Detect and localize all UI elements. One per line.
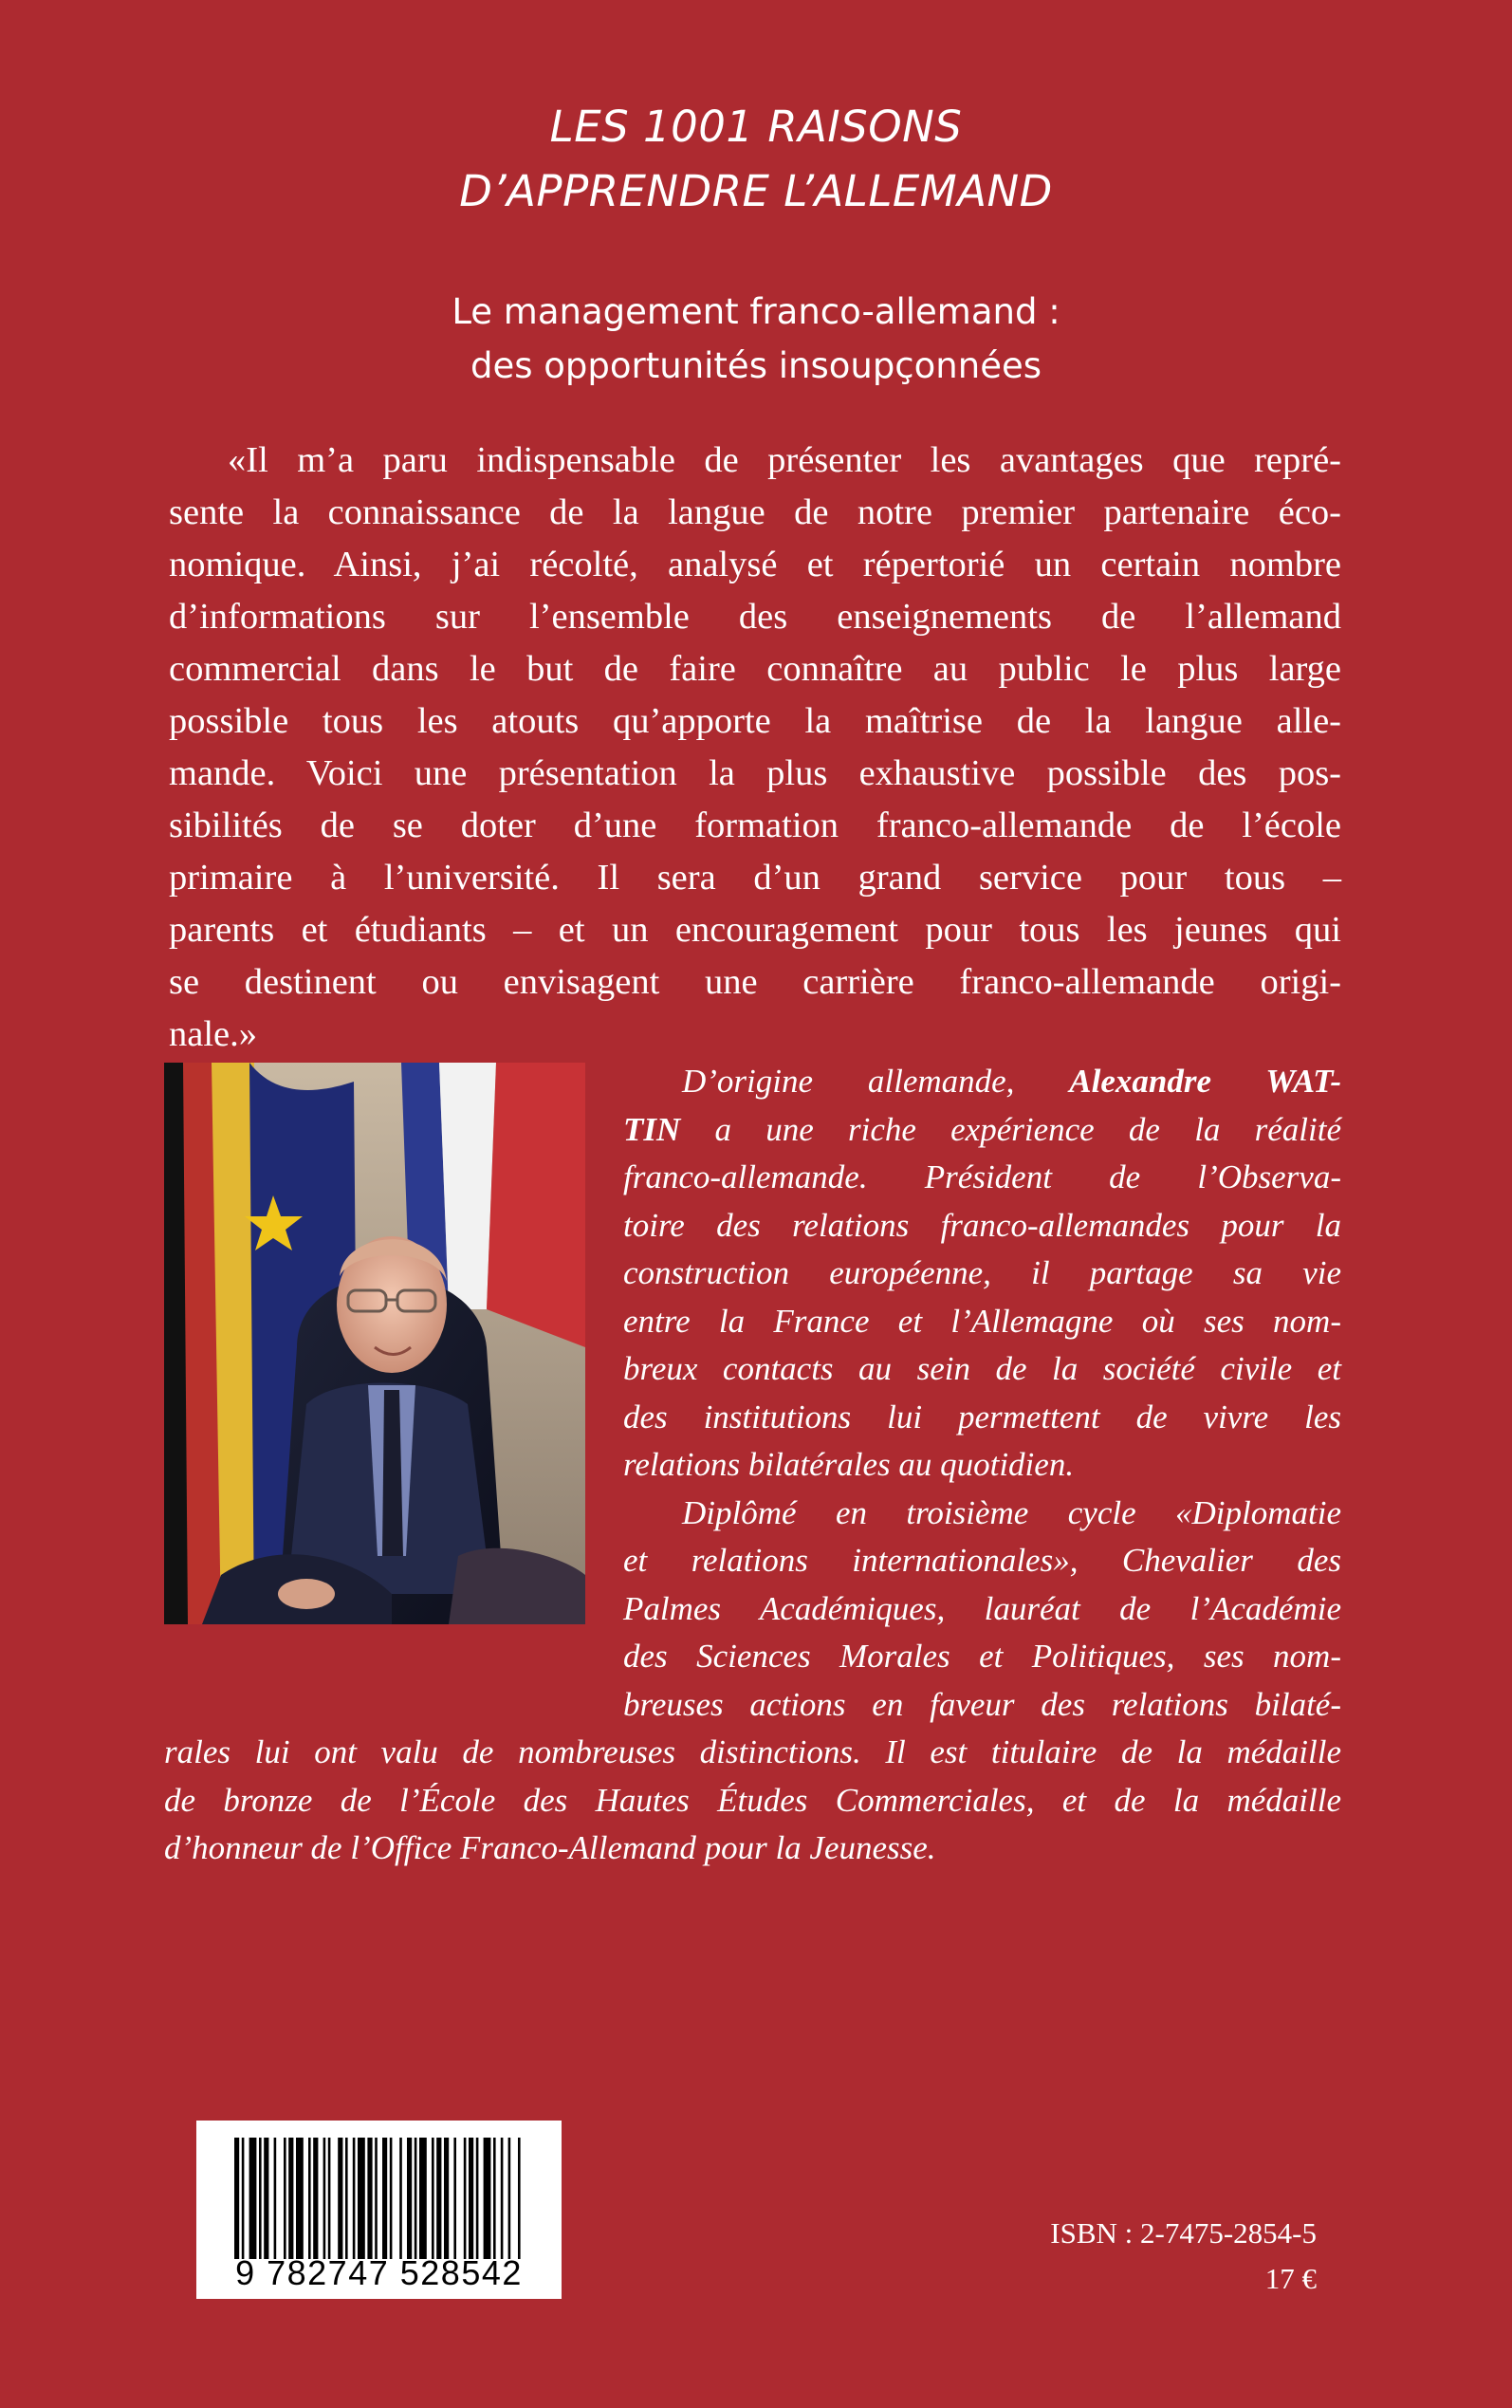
barcode-bar: [328, 2138, 331, 2259]
barcode-bar: [338, 2138, 342, 2259]
quote-line: sente la connaissance de la langue de notre premier partenaire éco-: [169, 492, 1341, 532]
bio-line: entre la France et l’Allemagne où ses nom-: [623, 1302, 1341, 1340]
barcode-bar: [234, 2138, 239, 2259]
bio-line: TIN a une riche expérience de la réalité: [623, 1110, 1342, 1148]
barcode-bar: [508, 2138, 511, 2259]
barcode-digits: 9 782747 528542: [235, 2253, 523, 2292]
quote-line: «Il m’a paru indispensable de présenter les avantages que repré-: [228, 440, 1341, 480]
barcode-bar: [353, 2138, 356, 2259]
bio-line: des Sciences Morales et Politiques, ses nom-: [623, 1638, 1341, 1675]
quote-line: d’informations sur l’ensemble des enseignements de l’allemand: [169, 597, 1341, 637]
barcode-bar: [501, 2138, 504, 2259]
price: 17 €: [1264, 2262, 1317, 2295]
author-quote: [169, 435, 1341, 1061]
barcode-bar: [399, 2138, 402, 2259]
barcode-bar: [432, 2138, 434, 2259]
book-subtitle: [0, 285, 1512, 393]
barcode-bar: [358, 2138, 365, 2259]
bio-line: toire des relations franco-allemandes pour la: [623, 1206, 1341, 1244]
subtitle-line-1: Le management franco-allemand :: [452, 291, 1060, 332]
bio-line: de bronze de l’École des Hautes Études Commerciales, et de la médaille: [164, 1781, 1341, 1819]
bio-line: et relations internationales», Chevalier des: [623, 1542, 1341, 1579]
bio-line: d’honneur de l’Office Franco-Allemand pour la Jeunesse.: [164, 1829, 936, 1866]
bio-line: Palmes Académiques, lauréat de l’Académie: [623, 1589, 1341, 1627]
isbn-number: ISBN : 2-7475-2854-5: [1050, 2216, 1317, 2250]
barcode-bar: [296, 2138, 304, 2259]
barcode-bar: [390, 2138, 393, 2259]
bio-line: Diplômé en troisième cycle «Diplomatie: [682, 1493, 1341, 1531]
quote-line: nale.»: [169, 1014, 257, 1054]
barcode-bar: [415, 2138, 417, 2259]
bio-line: rales lui ont valu de nombreuses distinctions. Il est titulaire de la médaille: [164, 1733, 1341, 1770]
barcode-bar: [407, 2138, 412, 2259]
bio-line: franco-allemande. Président de l’Observa-: [623, 1158, 1341, 1195]
barcode-bar: [242, 2138, 245, 2259]
barcode-bar: [382, 2138, 387, 2259]
bio-line: des institutions lui permettent de vivre les: [623, 1398, 1341, 1436]
quote-line: mande. Voici une présentation la plus exhaustive possible des pos-: [169, 753, 1341, 793]
quote-line: nomique. Ainsi, j’ai récolté, analysé et répertorié un certain nombre: [169, 545, 1341, 584]
quote-line: primaire à l’université. Il sera d’un grand service pour tous –: [169, 858, 1341, 898]
bio-intro: D’origine allemande,: [682, 1063, 1015, 1100]
barcode-bar: [274, 2138, 277, 2259]
author-name: Alexandre WAT-: [1069, 1063, 1342, 1100]
barcode: [196, 2121, 562, 2299]
quote-line: parents et étudiants – et un encouragement pour tous les jeunes qui: [169, 910, 1341, 950]
barcode-bar: [323, 2138, 326, 2259]
barcode-bar: [288, 2138, 293, 2259]
barcode-bar: [259, 2138, 262, 2259]
barcode-bar: [444, 2138, 449, 2259]
quote-line: se destinent ou envisagent une carrière franco-allemande origi-: [169, 962, 1341, 1002]
barcode-bar: [436, 2138, 441, 2259]
book-title: [0, 95, 1512, 224]
quote-line: sibilités de se doter d’une formation franco-allemande de l’école: [169, 806, 1341, 845]
barcode-bar: [419, 2138, 427, 2259]
bio-line: relations bilatérales au quotidien.: [623, 1446, 1075, 1483]
barcode-bar: [469, 2138, 473, 2259]
barcode-bar: [476, 2138, 479, 2259]
title-line-1: LES 1001 RAISONS: [549, 102, 963, 152]
bio-line: breux contacts au sein de la société civile et: [623, 1350, 1341, 1387]
barcode-bar: [453, 2138, 456, 2259]
barcode-bar: [493, 2138, 496, 2259]
barcode-bar: [367, 2138, 372, 2259]
bio-line-first: [682, 1058, 1341, 1106]
quote-line: commercial dans le but de faire connaître au public le plus large: [169, 649, 1341, 689]
author-name-cont: TIN: [623, 1110, 681, 1148]
isbn-block: [1050, 2211, 1317, 2302]
author-biography: [164, 1058, 1341, 1873]
barcode-bar: [464, 2138, 467, 2259]
bio-line: construction européenne, il partage sa vie: [623, 1254, 1341, 1291]
barcode-bar: [518, 2138, 521, 2259]
barcode-bar: [249, 2138, 257, 2259]
barcode-bar: [308, 2138, 311, 2259]
barcode-bar: [264, 2138, 268, 2259]
subtitle-line-2: des opportunités insoupçonnées: [470, 345, 1042, 386]
bio-line: breuses actions en faveur des relations bilaté-: [623, 1685, 1341, 1723]
barcode-bar: [284, 2138, 286, 2259]
barcode-bar: [375, 2138, 378, 2259]
barcode-bar: [345, 2138, 348, 2259]
title-line-2: D’APPRENDRE L’ALLEMAND: [459, 166, 1053, 216]
quote-line: possible tous les atouts qu’apporte la maîtrise de la langue alle-: [169, 701, 1341, 741]
barcode-bar: [313, 2138, 318, 2259]
barcode-bar: [484, 2138, 491, 2259]
